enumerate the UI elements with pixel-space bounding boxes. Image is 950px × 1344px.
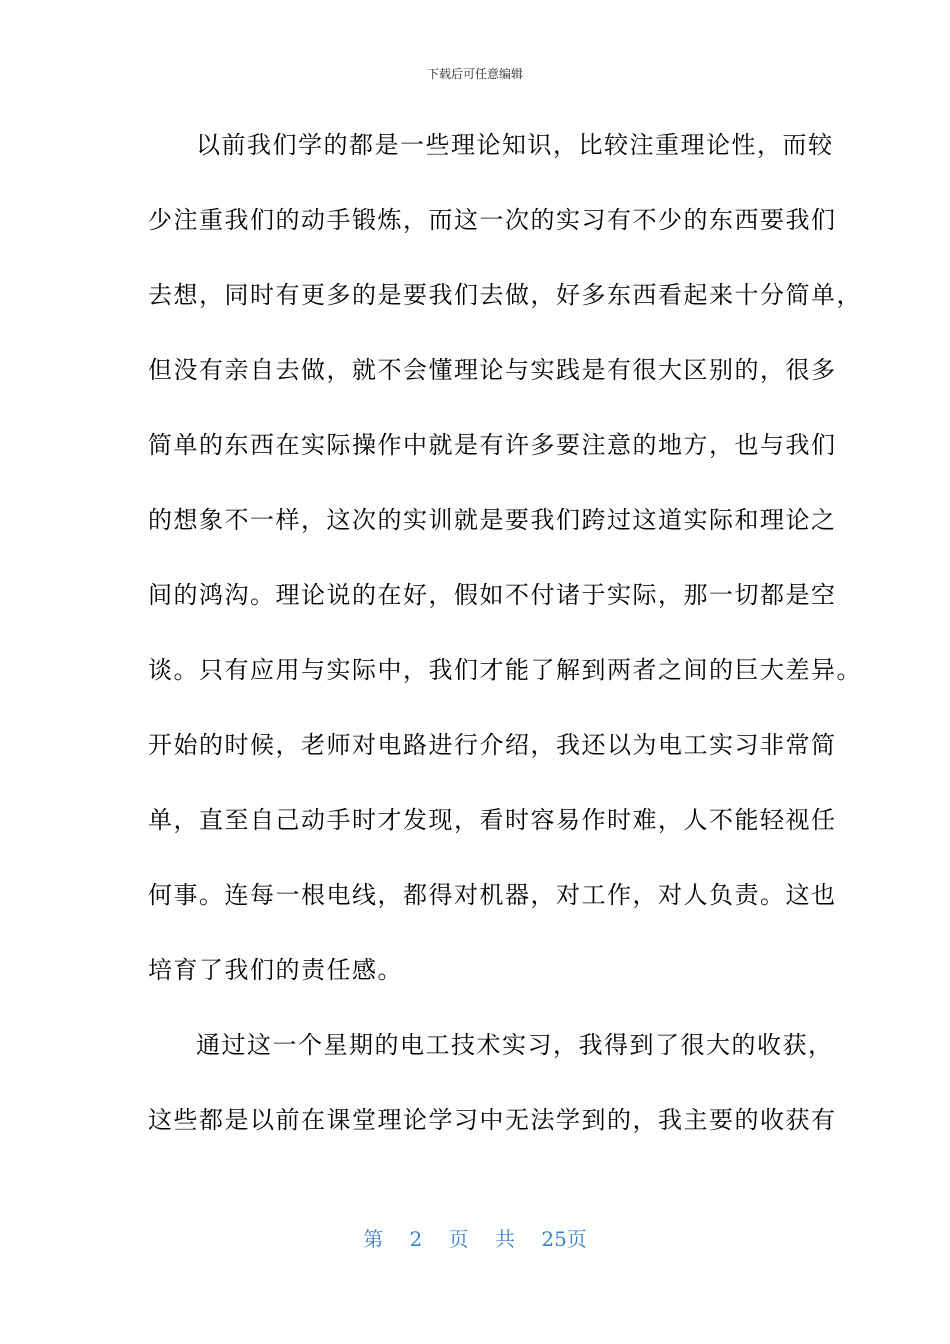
text-line: 但没有亲自去做，就不会懂理论与实践是有很大区别的，很多 xyxy=(148,356,837,384)
text-line: 去想，同时有更多的是要我们去做，好多东西看起来十分简单， xyxy=(148,281,862,309)
footer-total-pages: 25页 xyxy=(541,1227,587,1251)
footer-label-ye: 页 xyxy=(448,1227,469,1251)
text-line: 这些都是以前在课堂理论学习中无法学到的，我主要的收获有 xyxy=(148,1106,837,1134)
text-line: 间的鸿沟。理论说的在好，假如不付诸于实际，那一切都是空 xyxy=(148,581,837,609)
text-line: 简单的东西在实际操作中就是有许多要注意的地方，也与我们 xyxy=(148,431,837,459)
paragraph-2 xyxy=(148,1008,837,1158)
text-line: 以前我们学的都是一些理论知识，比较注重理论性，而较 xyxy=(196,131,834,159)
text-line: 谈。只有应用与实际中，我们才能了解到两者之间的巨大差异。 xyxy=(148,656,862,684)
text-line: 何事。连每一根电线，都得对机器，对工作，对人负责。这也 xyxy=(148,881,837,909)
text-line: 开始的时候，老师对电路进行介绍，我还以为电工实习非常简 xyxy=(148,731,837,759)
text-line: 通过这一个星期的电工技术实习，我得到了很大的收获， xyxy=(196,1031,834,1059)
text-line: 单，直至自己动手时才发现，看时容易作时难，人不能轻视任 xyxy=(148,806,837,834)
footer-current-page: 2 xyxy=(409,1227,423,1251)
footer-label-di: 第 xyxy=(363,1227,384,1251)
footer-label-gong: 共 xyxy=(495,1227,515,1251)
page-footer xyxy=(0,1226,950,1252)
text-line: 少注重我们的动手锻炼，而这一次的实习有不少的东西要我们 xyxy=(148,206,837,234)
text-line: 培育了我们的责任感。 xyxy=(148,956,403,984)
paragraph-1 xyxy=(148,108,862,1008)
page-header-note: 下载后可任意编辑 xyxy=(426,67,523,81)
text-line: 的想象不一样，这次的实训就是要我们跨过这道实际和理论之 xyxy=(148,506,837,534)
document-body xyxy=(148,108,862,1158)
